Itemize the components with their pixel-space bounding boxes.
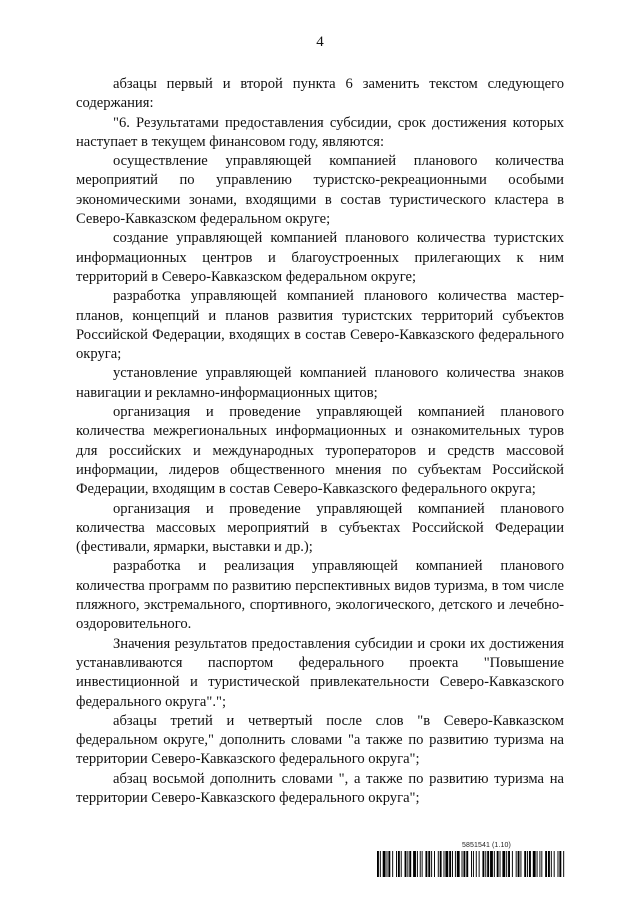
barcode-bar: [476, 851, 477, 877]
paragraph: разработка и реализация управляющей компанией планового количества программ по развитию перспективных видов туризма, в том числе пляжного, экстремального, спортивного, экологического, детского и лечебно-оздоровительного.: [76, 558, 564, 633]
barcode-bar: [539, 851, 540, 877]
barcode-bar: [471, 851, 472, 877]
barcode-bar: [497, 851, 499, 877]
barcode-bar: [462, 851, 463, 877]
barcode-bar: [392, 851, 393, 877]
barcode-bar: [559, 851, 561, 877]
barcode-bar: [533, 851, 536, 877]
barcode-bar: [512, 851, 513, 877]
barcode-bar: [524, 851, 526, 877]
barcode-bar: [502, 851, 505, 877]
barcode-bar: [425, 851, 427, 877]
barcode-icon: [377, 851, 565, 877]
paragraph: Значения результатов предоставления субсидии и сроки их достижения устанавливаются паспортом федерального проекта "Повышение инвестиционной и туристической привлекательности Северо-Кавказского федерального округа".";: [76, 635, 564, 710]
paragraph: разработка управляющей компанией планового количества мастер-планов, концепций и планов развития туристских территорий субъектов Российской Федерации, входящих в состав Северо-Кавказского федерального округа;: [76, 288, 564, 363]
barcode-bar: [548, 851, 550, 877]
barcode-bar: [563, 851, 564, 877]
barcode-bar: [444, 851, 445, 877]
barcode-bar: [452, 851, 453, 877]
barcode-bar: [398, 851, 400, 877]
barcode-bar: [449, 851, 451, 877]
barcode-bar: [438, 851, 439, 877]
document-body: [76, 75, 564, 808]
barcode-bar: [431, 851, 432, 877]
barcode-bar: [473, 851, 474, 877]
barcode-bar: [445, 851, 448, 877]
paragraph: организация и проведение управляющей компанией планового количества межрегиональных информационных и ознакомительных туров для российских и международных туроператоров и средств массовой информации, лидеров общественного мнения по субъектам Российской Федерации, входящим в состав Северо-Кавказского федерального округа;: [76, 404, 564, 498]
barcode-bar: [396, 851, 397, 877]
barcode-bar: [417, 851, 418, 877]
barcode-bar: [407, 851, 408, 877]
barcode-bar: [558, 851, 559, 877]
barcode-bar: [527, 851, 528, 877]
barcode-bar: [409, 851, 411, 877]
paragraph: абзац восьмой дополнить словами ", а также по развитию туризма на территории Северо-Кавказского федерального округа";: [76, 770, 564, 806]
barcode-bar: [440, 851, 442, 877]
barcode-bar: [494, 851, 495, 877]
barcode-bar: [401, 851, 402, 877]
barcode-bar: [554, 851, 555, 877]
paragraph: осуществление управляющей компанией планового количества мероприятий по управлению туристско-рекреационными особыми экономическими зонами, входящими в состав туристического кластера в Северо-Кавказском федеральном округе;: [76, 153, 564, 228]
paragraph: абзацы третий и четвертый после слов "в Северо-Кавказском федеральном округе," дополнить словами "а также по развитию туризма на территории Северо-Кавказского федерального округа";: [76, 712, 564, 768]
barcode-bar: [541, 851, 542, 877]
barcode-bar: [485, 851, 486, 877]
barcode-bar: [479, 851, 480, 877]
barcode-bar: [516, 851, 517, 877]
barcode-bar: [487, 851, 489, 877]
paragraph: установление управляющей компанией планового количества знаков навигации и рекламно-информационных щитов;: [76, 365, 564, 401]
barcode-bar: [529, 851, 531, 877]
barcode-bar: [455, 851, 456, 877]
paragraph: абзацы первый и второй пункта 6 заменить текстом следующего содержания:: [76, 76, 564, 112]
barcode-bar: [518, 851, 520, 877]
barcode-bar: [537, 851, 538, 877]
barcode-bar: [388, 851, 390, 877]
barcode-bar: [482, 851, 484, 877]
barcode-bar: [457, 851, 460, 877]
barcode-bar: [377, 851, 379, 877]
barcode-bar: [508, 851, 510, 877]
barcode-bar: [500, 851, 501, 877]
barcode-bar: [545, 851, 547, 877]
barcode-bar: [413, 851, 416, 877]
barcode-bar: [428, 851, 430, 877]
paragraph: организация и проведение управляющей компанией планового количества массовых мероприятий в субъектах Российской Федерации (фестивали, ярмарки, выставки и др.);: [76, 500, 564, 556]
page-number: 4: [316, 34, 324, 50]
barcode-bar: [405, 851, 407, 877]
barcode-bar: [506, 851, 507, 877]
barcode-bar: [383, 851, 386, 877]
barcode-bar: [520, 851, 521, 877]
paragraph: "6. Результатами предоставления субсидии, срок достижения которых наступает в текущем финансовом году, являются:: [76, 114, 564, 150]
barcode-bar: [380, 851, 381, 877]
barcode-bar: [466, 851, 468, 877]
paragraph: создание управляющей компанией планового количества туристских информационных центров и благоустроенных прилегающих к ним территорий в Северо-Кавказском федеральном округе;: [76, 230, 564, 285]
barcode-bar: [551, 851, 552, 877]
barcode-bar: [420, 851, 421, 877]
barcode-bar: [434, 851, 435, 877]
barcode-bar: [463, 851, 465, 877]
barcode-bar: [422, 851, 423, 877]
document-code: 5851541 (1.10): [462, 842, 511, 849]
barcode-bar: [387, 851, 388, 877]
barcode-bar: [490, 851, 493, 877]
